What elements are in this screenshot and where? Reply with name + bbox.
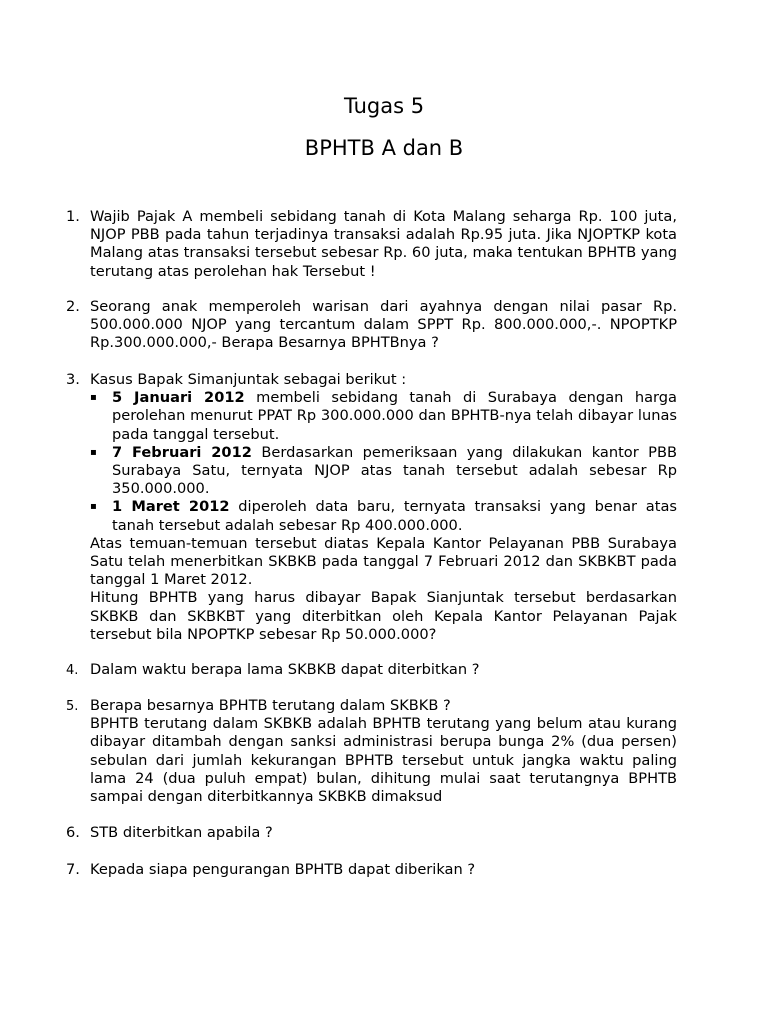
- bullet-text: diperoleh data baru, ternyata transaksi yang benar atas tanah tersebut adalah sebesar Rp 400.000.000.: [112, 498, 677, 534]
- document-subtitle: BPHTB A dan B: [304, 136, 464, 160]
- question-text: Kepada siapa pengurangan BPHTB dapat diberikan ?: [90, 861, 476, 878]
- question-text: Wajib Pajak A membeli sebidang tanah di Kota Malang seharga Rp. 100 juta, NJOP PBB pada tahun terjadinya transaksi adalah Rp.95 juta. Jika NJOPTKP kota Malang atas transaksi tersebut sebesar Rp. 60 juta, maka tentukan BPHTB yang terutang atas perolehan hak Tersebut !: [90, 208, 677, 280]
- question-intro: Kasus Bapak Simanjuntak sebagai berikut :: [90, 371, 407, 388]
- bullet-date: 7 Februari 2012: [112, 443, 252, 461]
- bullet-date: 5 Januari 2012: [112, 389, 245, 407]
- question-number: 2.: [66, 298, 80, 315]
- question-3: [66, 371, 677, 644]
- bullet-text: membeli sebidang tanah di Surabaya dengan harga perolehan menurut PPAT Rp 300.000.000 dan BPHTB-nya telah dibayar lunas pada tanggal tersebut.: [112, 389, 677, 443]
- question-6: [66, 824, 677, 842]
- question-2: [66, 298, 677, 353]
- bullet-item: [66, 444, 677, 499]
- question-text: Berapa besarnya BPHTB terutang dalam SKBKB ?: [90, 697, 451, 714]
- document-title: Tugas 5: [343, 94, 425, 118]
- case-paragraph: Atas temuan-temuan tersebut diatas Kepala Kantor Pelayanan PBB Surabaya Satu telah menerbitkan SKBKB pada tanggal 7 Februari 2012 dan SKBKBT pada tanggal 1 Maret 2012.: [90, 534, 677, 589]
- question-1: [66, 208, 677, 281]
- bullet-square-icon: ▪: [90, 501, 97, 513]
- bullet-square-icon: ▪: [90, 392, 97, 404]
- question-number: 7.: [66, 861, 80, 878]
- question-number: 6.: [66, 824, 80, 841]
- case-question: Hitung BPHTB yang harus dibayar Bapak Sianjuntak tersebut berdasarkan SKBKB dan SKBKBT yang diterbitkan oleh Kepala Kantor Pelayanan Pajak tersebut bila NPOPTKP sebesar Rp 50.000.000?: [90, 589, 677, 643]
- question-4: [66, 661, 677, 679]
- case-bullet-list: [66, 389, 677, 535]
- answer-text: BPHTB terutang dalam SKBKB adalah BPHTB terutang yang belum atau kurang dibayar ditambah dengan sanksi administrasi berupa bunga 2% (dua persen) sebulan dari jumlah kekurangan BPHTB tersebut untuk jangka waktu paling lama 24 (dua puluh empat) bulan, dihitung mulai saat terutangnya BPHTB sampai dengan diterbitkannya SKBKB dimaksud: [90, 715, 677, 806]
- question-number: 5.: [66, 699, 79, 714]
- question-number: 3.: [66, 371, 80, 388]
- bullet-date: 1 Maret 2012: [112, 498, 230, 516]
- question-7: [66, 861, 677, 879]
- question-text: Seorang anak memperoleh warisan dari ayahnya dengan nilai pasar Rp. 500.000.000 NJOP yang tercantum dalam SPPT Rp. 800.000.000,-. NPOPTKP Rp.300.000.000,- Berapa Besarnya BPHTBnya ?: [90, 298, 677, 352]
- bullet-item: [66, 389, 677, 444]
- bullet-text: Berdasarkan pemeriksaan yang dilakukan kantor PBB Surabaya Satu, ternyata NJOP atas tanah tersebut adalah sebesar Rp 350.000.000.: [112, 443, 677, 498]
- bullet-square-icon: ▪: [90, 446, 97, 458]
- question-5: [66, 697, 677, 806]
- question-number: 1.: [66, 208, 80, 225]
- question-text: STB diterbitkan apabila ?: [90, 824, 273, 841]
- question-number: 4.: [66, 663, 79, 678]
- bullet-item: [66, 498, 677, 534]
- question-text: Dalam waktu berapa lama SKBKB dapat diterbitkan ?: [90, 661, 480, 678]
